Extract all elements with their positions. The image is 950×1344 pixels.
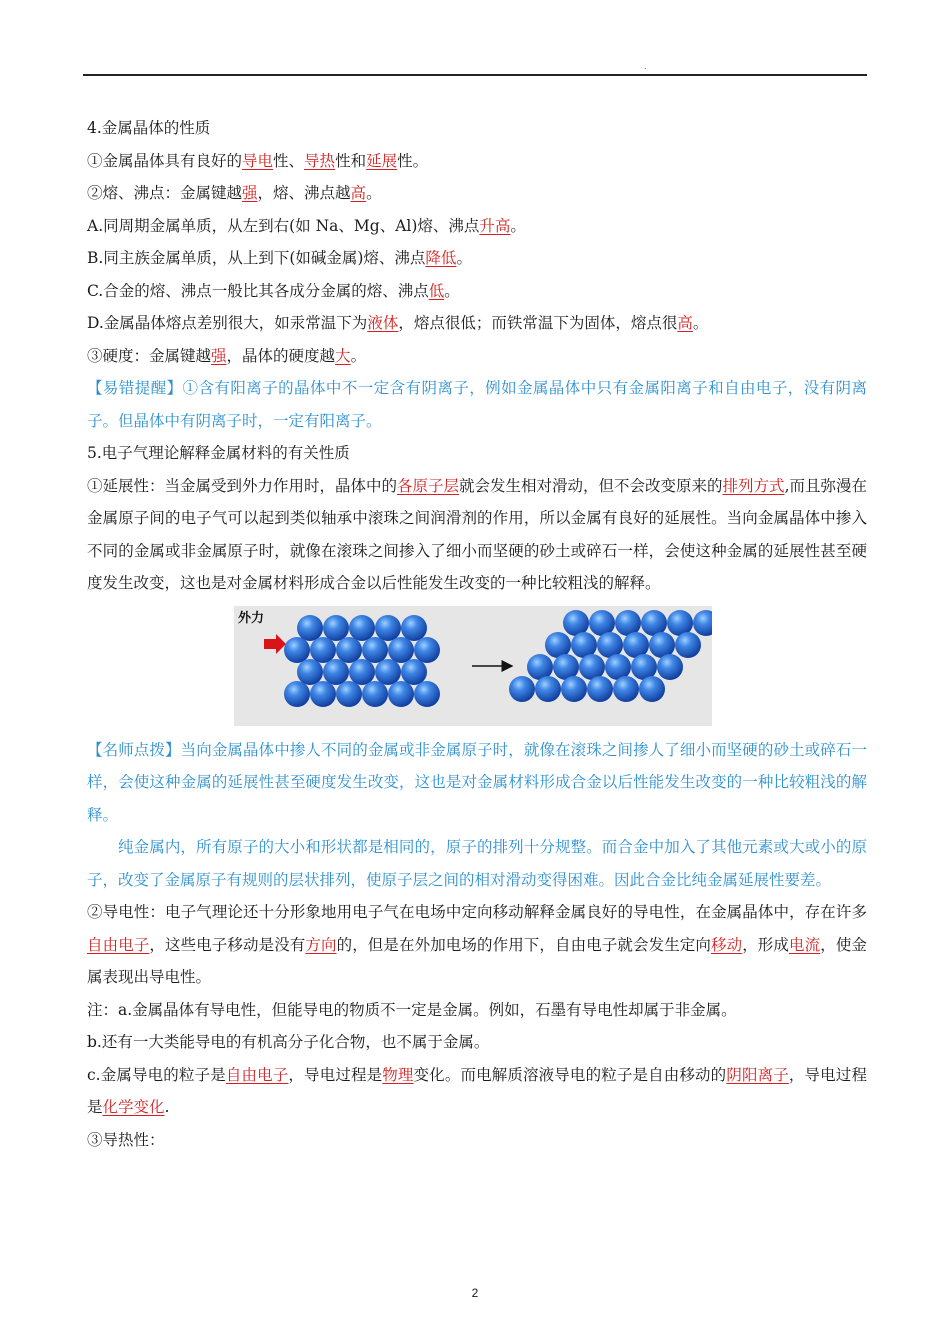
- s5-note-a: 注：a.金属晶体有导电性，但能导电的物质不一定是金属。例如，石墨有导电性却属于非金属。: [87, 1000, 737, 1019]
- header-mark: .: [644, 62, 647, 71]
- s5-tip-2: 纯金属内，所有原子的大小和形状都是相同的，原子的排列十分规整。而合金中加入了其他元素或大或小的原子，改变了金属原子有规则的层状排列，使原子层之间的相对滑动变得困难。因此合金比纯金属延展性要差。: [87, 838, 867, 889]
- atom-ball: [349, 659, 375, 685]
- atom-ball: [323, 659, 349, 685]
- s5-tip-1: 【名师点拨】当向金属晶体中掺人不同的金属或非金属原子时，就像在滚珠之间掺人了细小而坚硬的砂土或碎石一样，会使这种金属的延展性甚至硬度发生改变，这也是对金属材料形成合金以后性能发生改变的一种比较粗浅的解释。: [87, 740, 867, 824]
- s5-p3: ③导热性：: [87, 1130, 165, 1149]
- s4-tip: 【易错提醒】①含有阳离子的晶体中不一定含有阴离子，例如金属晶体中只有金属阳离子和自由电子，没有阴离子。但晶体中有阴离子时，一定有阳离子。: [87, 379, 867, 430]
- atom-ball: [561, 676, 587, 702]
- atom-ball: [587, 676, 613, 702]
- atom-ball: [362, 637, 388, 663]
- atom-ball: [323, 615, 349, 641]
- atom-layer-figure: [234, 606, 712, 726]
- atom-ball: [375, 659, 401, 685]
- atom-ball: [310, 681, 336, 707]
- atom-ball: [639, 676, 665, 702]
- atom-ball: [657, 654, 683, 680]
- atom-ball: [297, 659, 323, 685]
- s4-pC: C.合金的熔、沸点一般比其各成分金属的熔、沸点低。: [87, 281, 460, 300]
- s5-note-c: c.金属导电的粒子是自由电子，导电过程是物理变化。而电解质溶液导电的粒子是自由移动的阴阳离子，导电过程是化学变化.: [87, 1065, 867, 1116]
- atom-ball: [388, 681, 414, 707]
- atom-ball: [375, 615, 401, 641]
- atom-ball: [675, 632, 701, 658]
- s4-p1: ①金属晶体具有良好的导电性、导热性和延展性。: [87, 151, 429, 170]
- header-rule: [83, 74, 867, 76]
- atom-ball: [310, 637, 336, 663]
- page-number: 2: [471, 1286, 479, 1300]
- section-4-title: 4.金属晶体的性质: [87, 119, 211, 137]
- atom-ball: [401, 615, 427, 641]
- s5-p2: ②导电性：电子气理论还十分形象地用电子气在电场中定向移动解释金属良好的导电性，在金属晶体中，存在许多自由电子，这些电子移动是没有方向的，但是在外加电场的作用下，自由电子就会发生定向移动，形成电流，使金属表现出导电性。: [87, 903, 867, 986]
- atom-ball: [693, 610, 712, 636]
- atom-ball: [284, 637, 310, 663]
- atom-ball: [414, 681, 440, 707]
- s4-p2: ②熔、沸点：金属键越强，熔、沸点越高。: [87, 184, 382, 202]
- s5-p1: ①延展性：当金属受到外力作用时，晶体中的各原子层就会发生相对滑动，但不会改变原来的排列方式,而且弥漫在金属原子间的电子气可以起到类似轴承中滚珠之间润滑剂的作用，所以金属有良好的延展性。当向金属晶体中掺入不同的金属或非金属原子时，就像在滚珠之间掺入了细小而坚硬的砂土或碎石一样，会使这种金属的延展性甚至硬度发生改变，这也是对金属材料形成合金以后性能发生改变的一种比较粗浅的解释。: [87, 476, 867, 592]
- atom-ball: [388, 637, 414, 663]
- s4-pD: D.金属晶体熔点差别很大，如汞常温下为液体，熔点很低；而铁常温下为固体，熔点很高。: [87, 314, 709, 332]
- atom-ball: [284, 681, 310, 707]
- atom-ball: [336, 637, 362, 663]
- s5-note-b: b.还有一大类能导电的有机高分子化合物，也不属于金属。: [87, 1033, 490, 1051]
- atom-ball: [349, 615, 375, 641]
- atom-ball: [401, 659, 427, 685]
- s4-pB: B.同主族金属单质，从上到下(如碱金属)熔、沸点降低。: [87, 249, 472, 267]
- left-atom-lattice: [284, 615, 440, 707]
- force-arrow-icon: [264, 634, 286, 654]
- atom-ball: [613, 676, 639, 702]
- atom-ball: [509, 676, 535, 702]
- atom-ball: [535, 676, 561, 702]
- document-body: [87, 112, 867, 1156]
- atom-ball: [336, 681, 362, 707]
- section-5-title: 5.电子气理论解释金属材料的有关性质: [87, 444, 350, 462]
- atom-ball: [414, 637, 440, 663]
- right-atom-lattice: [509, 610, 712, 702]
- atom-ball: [297, 615, 323, 641]
- s4-p3: ③硬度：金属键越强，晶体的硬度越大。: [87, 346, 367, 365]
- atom-slide-diagram: [234, 606, 712, 726]
- atom-ball: [362, 681, 388, 707]
- external-force-label: 外力: [238, 610, 265, 626]
- s4-pA: A.同周期金属单质，从左到右(如 Na、Mg、Al)熔、沸点升高。: [87, 216, 526, 235]
